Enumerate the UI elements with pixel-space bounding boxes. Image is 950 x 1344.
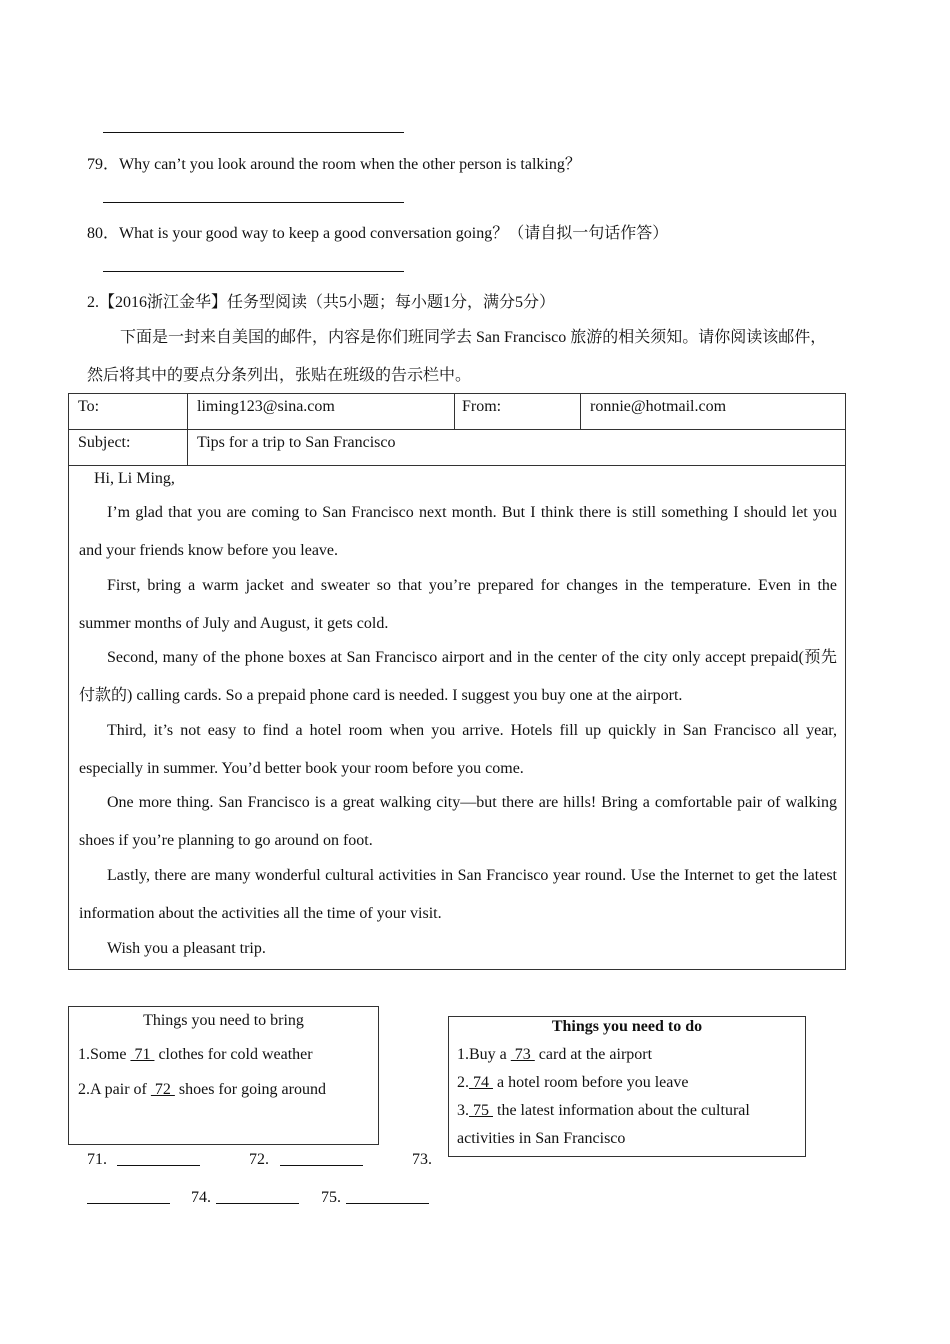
email-paragraph: Lastly, there are many wonderful cultural activities in San Francisco year round. Use the Internet to get the latest information about the activities all the time of your visit. <box>79 867 837 922</box>
email-paragraph: Third, it’s not easy to find a hotel room when you arrive. Hotels fill up quickly in San Francisco all year, especially in summer. You’d better book your room before you come. <box>79 722 837 777</box>
email-to-label: To: <box>78 398 100 415</box>
email-from-label: From: <box>462 398 502 415</box>
blank-73[interactable]: 73 <box>510 1046 535 1063</box>
question-80: 80．What is your good way to keep a good conversation going？（请自拟一句话作答） <box>87 225 669 242</box>
answer-label-73: 73. <box>412 1151 432 1168</box>
answer-blank-74[interactable] <box>216 1203 299 1204</box>
answer-label-71: 71. <box>87 1151 107 1168</box>
do-box <box>448 1016 806 1157</box>
email-paragraph: Second, many of the phone boxes at San Francisco airport and in the center of the city only accept prepaid(预先付款的) calling cards. So a prepaid phone card is needed. I suggest you buy one at the airport. <box>79 649 837 704</box>
email-paragraph: First, bring a warm jacket and sweater so that you’re prepared for changes in the temperature. Even in the summer months of July and August, it gets cold. <box>79 577 837 632</box>
do-item-3: 3. 75 the latest information about the cultural <box>457 1102 750 1119</box>
answer-blank-73[interactable] <box>87 1203 170 1204</box>
answer-label-72: 72. <box>249 1151 269 1168</box>
answer-blank-72[interactable] <box>280 1165 363 1166</box>
blank-75[interactable]: 75 <box>469 1102 493 1119</box>
email-paragraph: I’m glad that you are coming to San Francisco next month. But I think there is still something I should let you and your friends know before you leave. <box>79 504 837 559</box>
do-item-3-line2: activities in San Francisco <box>457 1130 626 1147</box>
blank-74[interactable]: 74 <box>469 1074 493 1091</box>
do-item-2: 2. 74 a hotel room before you leave <box>457 1074 689 1091</box>
email-paragraph: One more thing. San Francisco is a great walking city—but there are hills! Bring a comfortable pair of walking shoes if you’re planning to go around on foot. <box>79 794 837 849</box>
bring-box-title: Things you need to bring <box>143 1012 304 1029</box>
do-item-1: 1.Buy a 73 card at the airport <box>457 1046 653 1063</box>
email-from-value: ronnie@hotmail.com <box>590 398 727 415</box>
blank-72[interactable]: 72 <box>150 1081 175 1098</box>
answer-label-75: 75. <box>321 1189 341 1206</box>
answer-blank-75[interactable] <box>346 1203 429 1204</box>
email-subject-value: Tips for a trip to San Francisco <box>197 434 396 451</box>
email-subject-label: Subject: <box>78 434 131 451</box>
answer-line-80[interactable] <box>103 271 404 272</box>
question-79: 79．Why can’t you look around the room when the other person is talking？ <box>87 156 581 173</box>
answer-label-74: 74. <box>191 1189 211 1206</box>
do-box-title: Things you need to do <box>551 1018 703 1035</box>
bring-item-1: 1.Some 71 clothes for cold weather <box>78 1046 313 1063</box>
answer-line-78[interactable] <box>103 132 404 133</box>
section-intro-line1: 下面是一封来自美国的邮件，内容是你们班同学去 San Francisco 旅游的相关须知。请你阅读该邮件， <box>120 329 827 346</box>
email-closing: Wish you a pleasant trip. <box>107 940 266 957</box>
blank-71[interactable]: 71 <box>130 1046 155 1063</box>
email-box <box>68 393 846 970</box>
bring-item-2: 2.A pair of 72 shoes for going around <box>78 1081 326 1098</box>
answer-line-79[interactable] <box>103 202 404 203</box>
email-to-value: liming123@sina.com <box>197 398 335 415</box>
section-heading: 2.【2016浙江金华】任务型阅读（共5小题；每小题1分，满分5分） <box>87 294 556 311</box>
answer-blank-71[interactable] <box>117 1165 200 1166</box>
section-intro-line2: 然后将其中的要点分条列出，张贴在班级的告示栏中。 <box>87 367 472 384</box>
email-greeting: Hi, Li Ming, <box>94 470 175 487</box>
bring-box <box>68 1006 379 1145</box>
